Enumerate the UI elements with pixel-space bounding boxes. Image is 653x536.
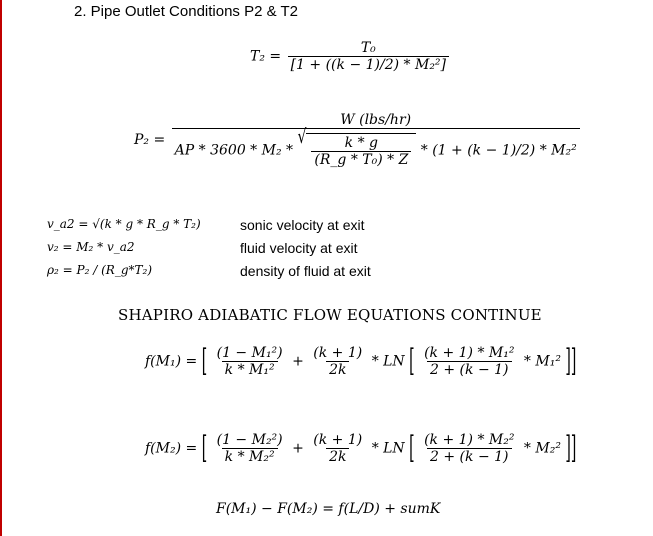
fm1-lhs: f(M₁) = — [145, 353, 198, 370]
p2-sqrt-body — [306, 133, 416, 168]
fm2-term2 — [310, 432, 365, 465]
fm1-term3 — [421, 345, 517, 378]
fm1-plus: + — [292, 353, 304, 370]
p2-sqrt — [297, 126, 416, 169]
fm1-tail: * M₁² — [523, 353, 561, 370]
section-heading: 2. Pipe Outlet Conditions P2 & T2 — [74, 3, 299, 20]
p2-sqrt-fraction — [311, 135, 411, 168]
p2-numerator: W (lbs/hr) — [340, 112, 412, 128]
fm1-open-bracket: [ — [201, 343, 208, 380]
fm2-t2-num: (k + 1) — [313, 432, 363, 448]
def-formula-3: ρ₂ = P₂ / (R_g*T₂) — [47, 263, 152, 277]
p2-lhs: P₂ = — [134, 132, 166, 149]
fm2-t1-num: (1 − M₂²) — [216, 432, 283, 448]
fm1-term1 — [214, 345, 286, 378]
p2-sqrt-num: k * g — [344, 135, 379, 152]
def-desc-2: fluid velocity at exit — [240, 240, 358, 256]
p2-den-right: * (1 + (k − 1)/2) * M₂² — [420, 142, 577, 159]
left-margin-line — [0, 0, 2, 536]
fm2-close-bracket: ]] — [565, 430, 577, 467]
p2-fraction — [172, 112, 580, 168]
fm1-t1-den: k * M₁² — [222, 361, 278, 378]
def-formula-1: v_a2 = √(k * g * R_g * T₂) — [47, 217, 201, 231]
fm2-lhs: f(M₂) = — [145, 440, 198, 457]
fm2-t3-den: 2 + (k − 1) — [427, 448, 511, 465]
final-equation: F(M₁) − F(M₂) = f(L/D) + sumK — [216, 501, 441, 517]
t2-denominator: [1 + ((k − 1)/2) * M₂²] — [288, 56, 449, 73]
t2-numerator: T₀ — [360, 40, 376, 56]
fm2-equation — [145, 432, 576, 465]
fm1-term2 — [310, 345, 365, 378]
fm2-t2-den: 2k — [326, 448, 349, 465]
fm1-t2-num: (k + 1) — [313, 345, 363, 361]
def-desc-1: sonic velocity at exit — [240, 217, 365, 233]
fm2-inner-open: [ — [409, 430, 415, 467]
fm1-ln: * LN — [371, 353, 405, 370]
def-desc-3: density of fluid at exit — [240, 263, 371, 279]
p2-sqrt-den: (R_g * T₀) * Z — [311, 151, 411, 168]
shapiro-title: SHAPIRO ADIABATIC FLOW EQUATIONS CONTINUE — [118, 306, 542, 324]
def-formula-2: v₂ = M₂ * v_a2 — [47, 240, 135, 254]
fm1-t3-den: 2 + (k − 1) — [427, 361, 511, 378]
sqrt-sign-icon: √ — [297, 126, 307, 149]
fm1-inner-open: [ — [409, 343, 415, 380]
fm1-close-bracket: ]] — [565, 343, 577, 380]
t2-lhs: T₂ = — [250, 48, 282, 65]
p2-denominator — [172, 128, 580, 168]
p2-equation — [134, 112, 582, 168]
fm2-plus: + — [292, 440, 304, 457]
fm1-t3-num: (k + 1) * M₁² — [424, 345, 515, 361]
fm2-t3-num: (k + 1) * M₂² — [424, 432, 515, 448]
fm2-ln: * LN — [371, 440, 405, 457]
fm1-equation — [145, 345, 576, 378]
fm2-t1-den: k * M₂² — [222, 448, 278, 465]
fm2-open-bracket: [ — [201, 430, 208, 467]
fm2-term3 — [421, 432, 517, 465]
fm1-t1-num: (1 − M₁²) — [216, 345, 283, 361]
t2-fraction — [288, 40, 449, 73]
p2-den-left: AP * 3600 * M₂ * — [174, 142, 294, 159]
t2-equation — [250, 40, 451, 73]
fm2-term1 — [214, 432, 286, 465]
fm2-tail: * M₂² — [523, 440, 561, 457]
fm1-t2-den: 2k — [326, 361, 349, 378]
